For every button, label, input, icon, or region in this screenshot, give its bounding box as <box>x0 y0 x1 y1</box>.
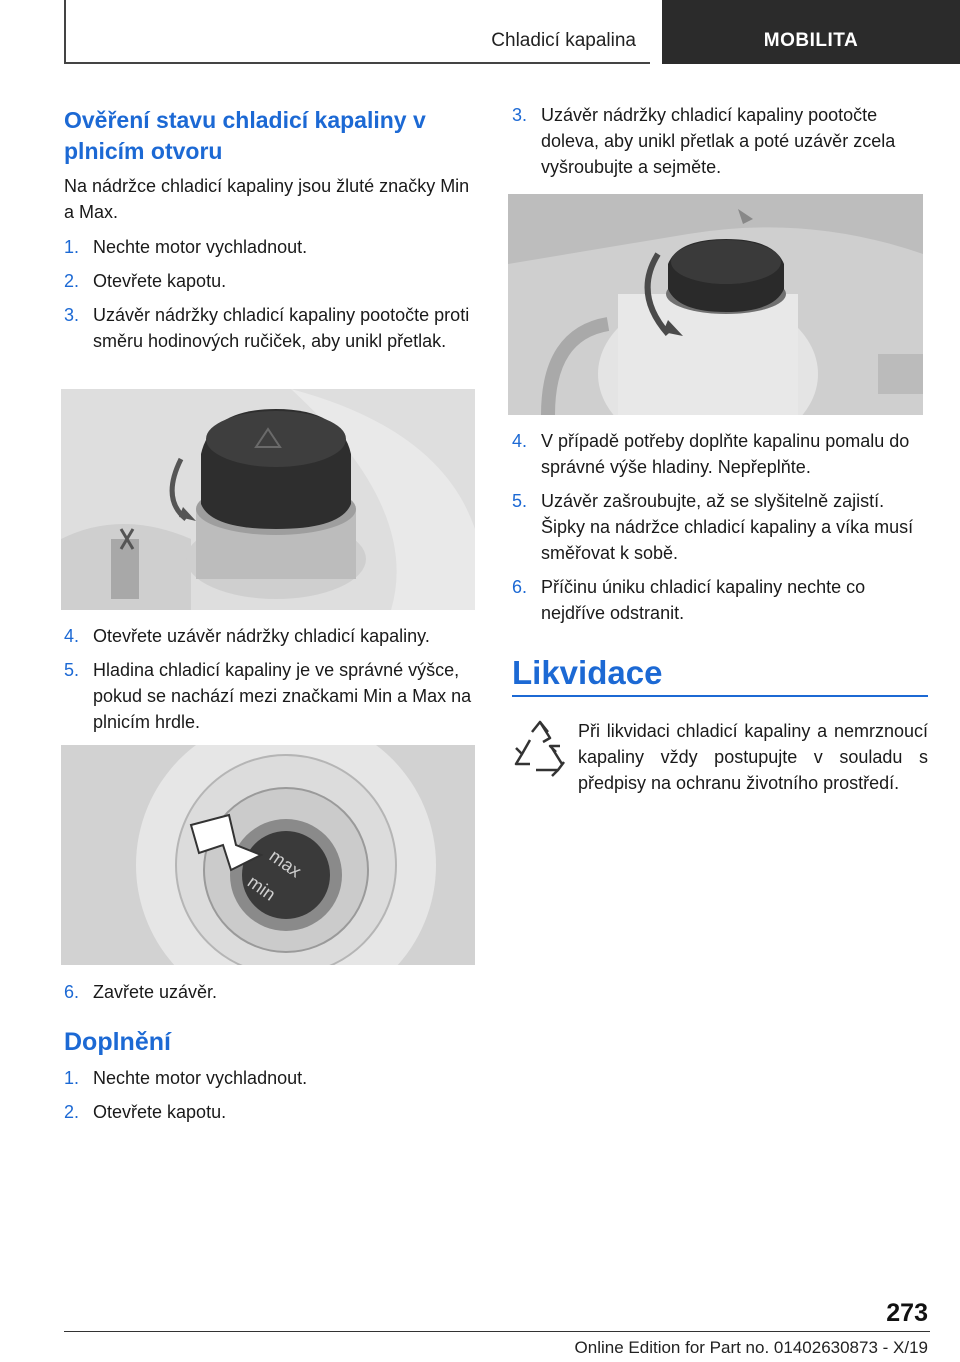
list-item: 4. V případě potřeby doplňte kapalinu pomalu do správné výše hladiny. Nepřeplňte. <box>512 431 910 477</box>
disposal-note <box>512 718 928 796</box>
heading-underline <box>512 695 928 697</box>
list-item: 6. Zavřete uzávěr. <box>64 982 218 1002</box>
right-steps-b <box>512 428 928 626</box>
refill-section <box>64 1027 476 1125</box>
header-section-title: Chladicí kapalina <box>491 30 636 51</box>
disposal-text: Při likvidaci chladicí kapaliny a nemrznoucí kapaliny vždy postupujte v souladu s předpisy na ochranu životního prostředí. <box>578 721 928 793</box>
list-item: 3. Uzávěr nádržky chladicí kapaliny pootočte proti směru hodinových ručiček, aby unikl přetlak. <box>64 305 470 351</box>
footer-divider <box>64 1331 930 1332</box>
list-item: 2. Otevřete kapotu. <box>64 271 227 291</box>
min-mark: min <box>243 871 280 905</box>
intro-text: Na nádržce chladicí kapaliny jsou žluté značky Min a Max. <box>64 176 470 222</box>
figure-cap-removal <box>508 194 923 415</box>
heading-check-level: Ověření stavu chladicí kapaliny v plnicím otvoru <box>64 107 426 164</box>
heading-disposal: Likvidace <box>512 654 663 691</box>
steps-list-a <box>64 234 476 354</box>
list-item: 5. Uzávěr zašroubujte, až se slyšitelně zajistí. Šipky na nádržce chladicí kapaliny a víka musí směřovat k sobě. <box>512 491 914 563</box>
steps-list-b <box>64 623 476 735</box>
list-item: 1. Nechte motor vychladnout. <box>64 237 308 257</box>
list-item: 3. Uzávěr nádržky chladicí kapaliny pootočte doleva, aby unikl přetlak a poté uzávěr zcela vyšroubujte a sejměte. <box>512 105 896 177</box>
heading-refill: Doplnění <box>64 1028 171 1056</box>
recycle-icon <box>512 718 568 780</box>
list-item: 5. Hladina chladicí kapaliny je ve správné výšce, pokud se nachází mezi značkami Min a Max na plnicím hrdle. <box>64 660 472 732</box>
max-mark: max <box>265 845 306 882</box>
list-item: 6. Příčinu úniku chladicí kapaliny nechte co nejdříve odstranit. <box>512 577 866 623</box>
figure-filler-neck-marks <box>61 745 475 965</box>
list-item: 4. Otevřete uzávěr nádržky chladicí kapaliny. <box>64 626 430 646</box>
page-number: 273 <box>886 1299 928 1327</box>
list-item: 2. Otevřete kapotu. <box>64 1102 227 1122</box>
left-column-top <box>64 105 476 354</box>
right-steps-a <box>512 102 928 180</box>
list-item: 1. Nechte motor vychladnout. <box>64 1068 308 1088</box>
figure-coolant-cap-rotate <box>61 389 475 610</box>
steps-list-c <box>64 979 476 1005</box>
footer-edition: Online Edition for Part no. 01402630873 - X/19 <box>574 1338 928 1357</box>
disposal-heading-wrap <box>512 653 928 693</box>
header-chapter-tab: MOBILITA <box>662 0 960 64</box>
header-divider-bottom <box>64 62 650 64</box>
